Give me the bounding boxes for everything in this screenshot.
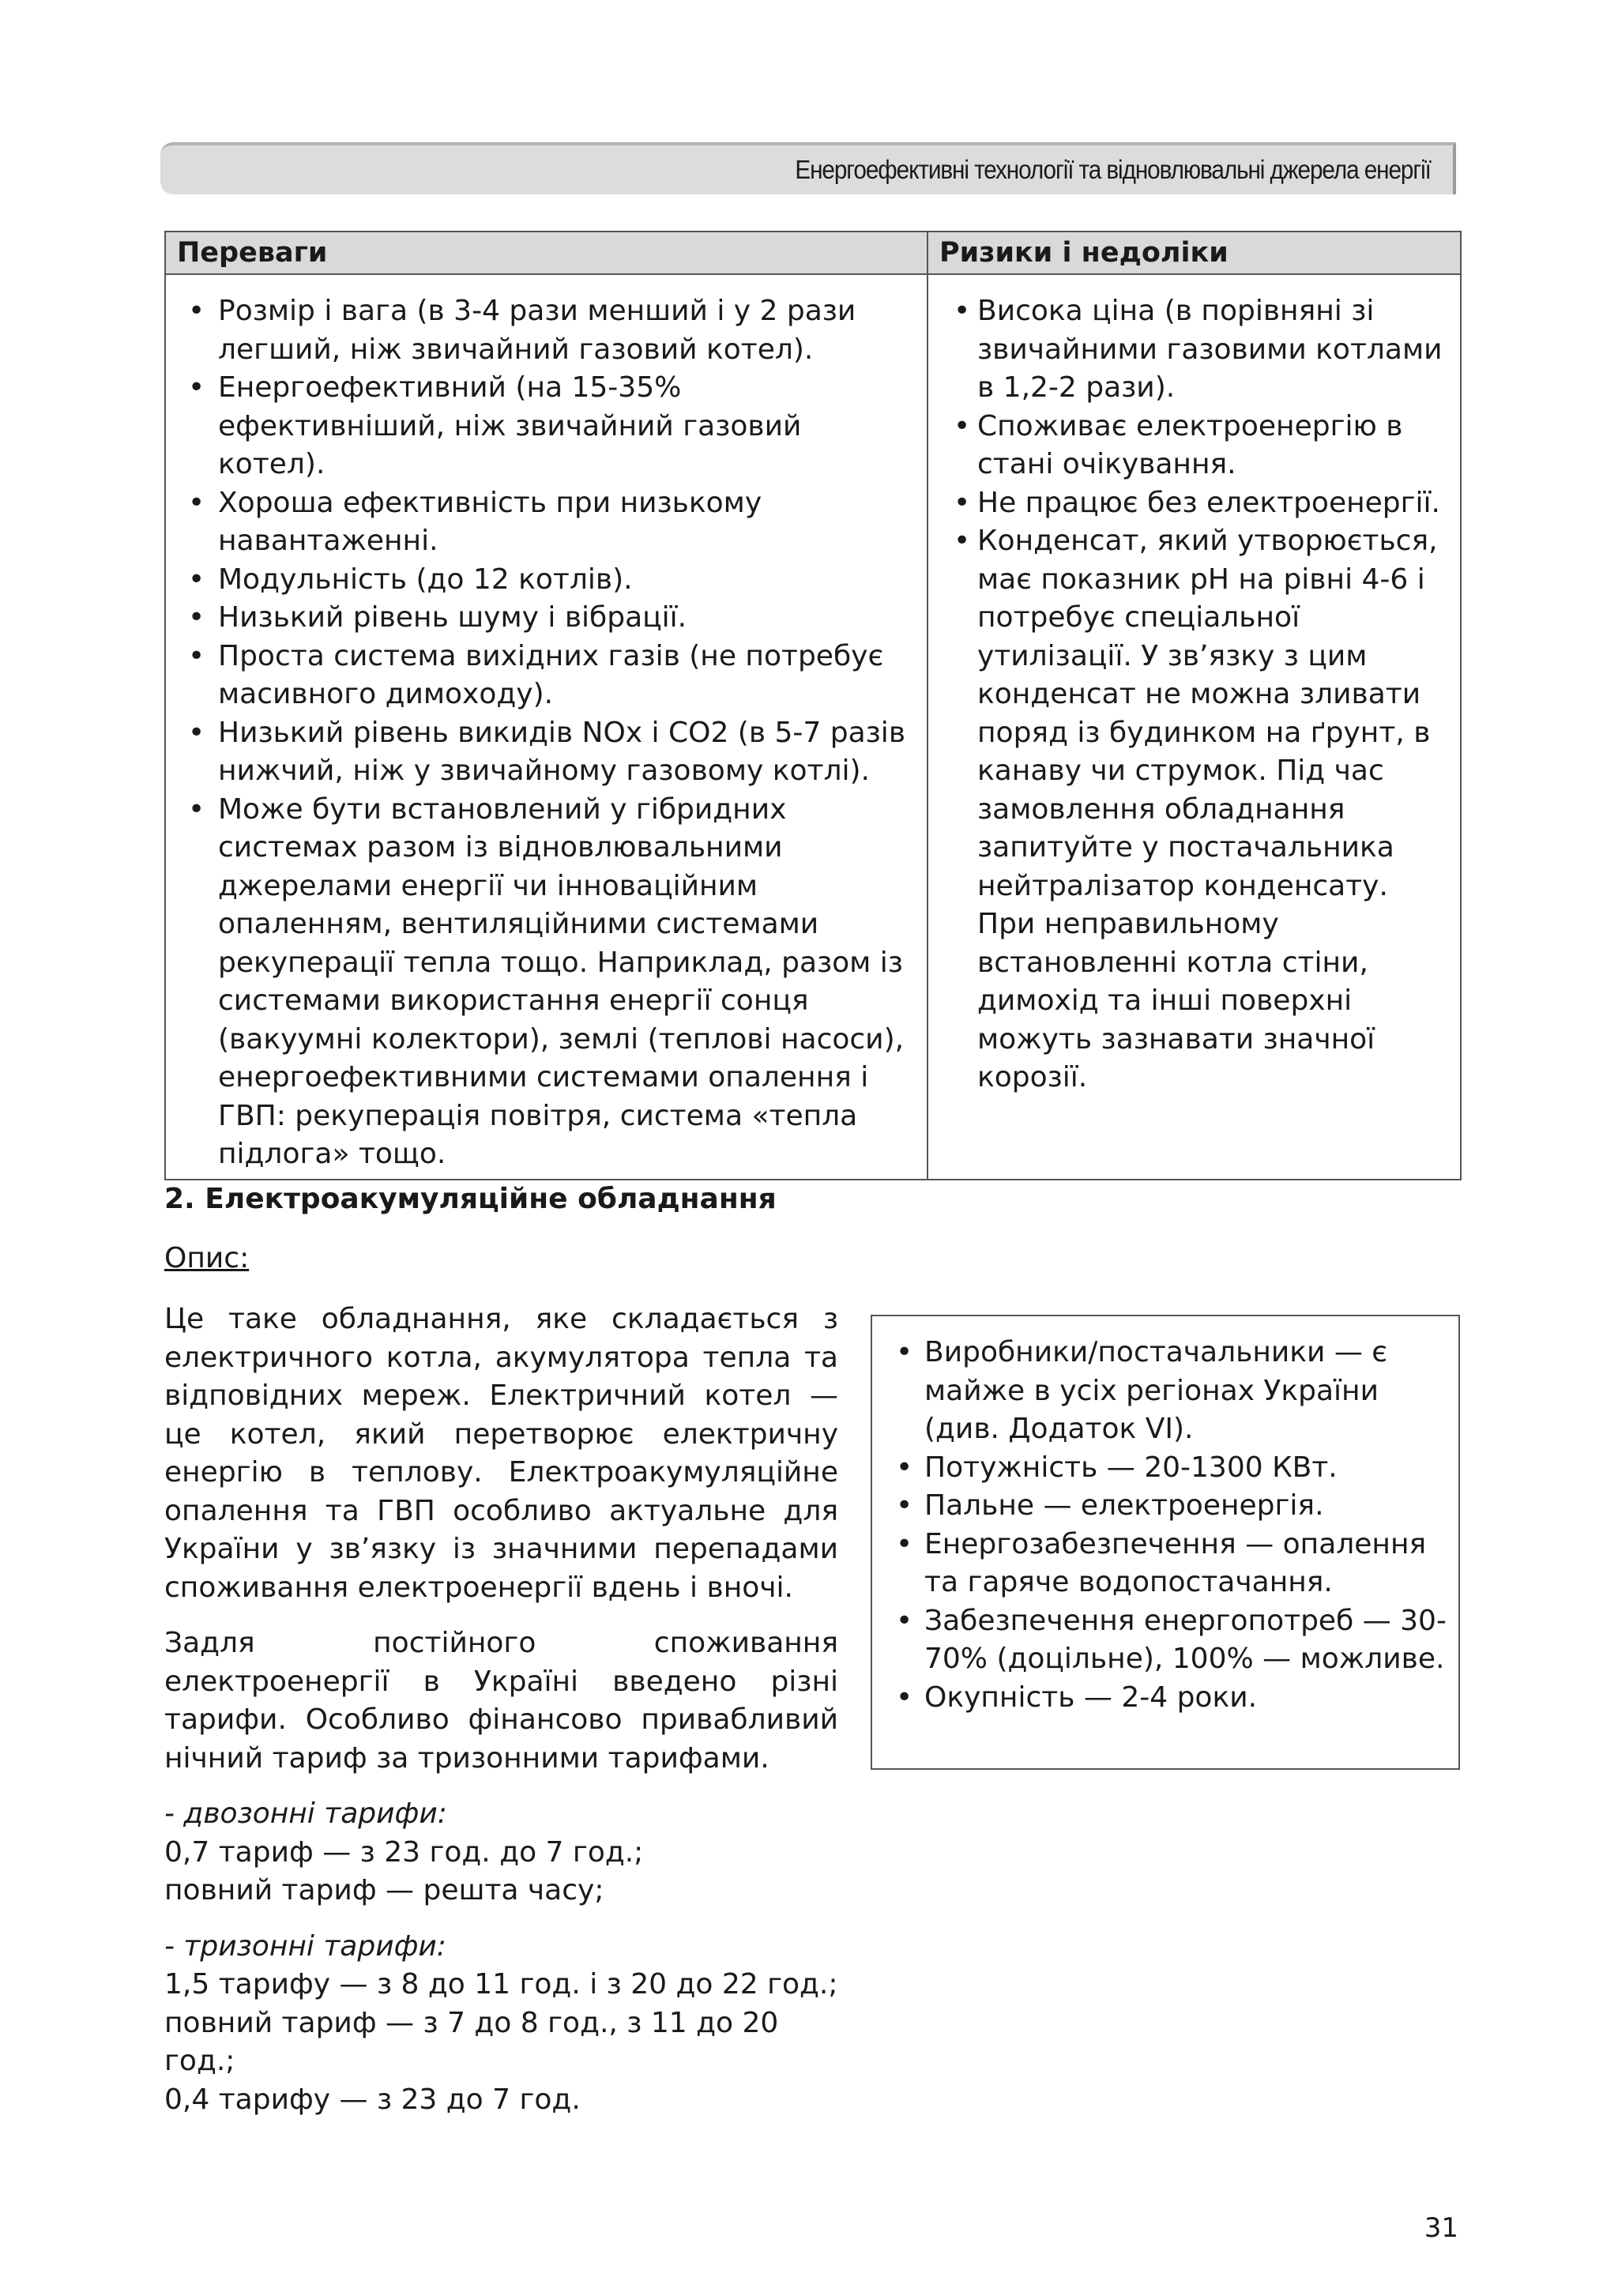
pros-item: • Низький рівень викидів NOx і CO2 (в 5-7 разів нижчий, ніж у звичайному газовому котлі). (177, 714, 916, 791)
tariff-line: 1,5 тарифу — з 8 до 11 год. і з 20 до 22 год.; (164, 1968, 838, 2001)
pros-item: • Хороша ефективність при низькому навантаженні. (177, 484, 916, 561)
fact-item: • Забезпечення енергопотреб — 30-70% (доцільне), 100% — можливе. (872, 1602, 1447, 1679)
two-zone-title: - двозонні тарифи: (164, 1797, 447, 1830)
paragraph-intro: Це таке обладнання, яке складається з електричного котла, акумулятора тепла та відповідних мереж. Електричний котел — це котел, який перетворює електричну енергію в теплову. Електроакумуляційне опалення та ГВП особливо актуальне для України у зв’язку із значними перепадами споживання електроенергії вдень і вночі. (164, 1303, 838, 1604)
description-label: Опис: (164, 1242, 250, 1274)
cons-item: • Висока ціна (в порівняні зі звичайними газовими котлами в 1,2-2 рази). (939, 292, 1449, 408)
key-facts-list (872, 1334, 1447, 1717)
pros-item: • Розмір і вага (в 3-4 рази менший і у 2 рази легший, ніж звичайний газовий котел). (177, 292, 916, 369)
cons-column-header: Ризики і недоліки (928, 231, 1461, 274)
running-header-title: Енергоефективні технології та відновлювальні джерела енергії (795, 155, 1431, 184)
cons-item: • Конденсат, який утворюється, має показник pH на рівні 4-6 і потребує спеціальної утилізації. У зв’язку з цим конденсат не можна зливати поряд із будинком на ґрунт, в канаву чи струмок. Під час замовлення обладнання запитуйте у постачальника нейтралізатор конденсату. При неправильному встановленні котла стіни, димохід та інші поверхні можуть зазнавати значної корозії. (939, 522, 1449, 1097)
pros-column-header: Переваги (165, 231, 928, 274)
running-header (160, 142, 1456, 194)
pros-item: • Модульність (до 12 котлів). (177, 561, 916, 600)
three-zone-title: - тризонні тарифи: (164, 1929, 446, 1963)
pros-cell (165, 274, 928, 1180)
fact-item: • Пальне — електроенергія. (872, 1487, 1447, 1526)
two-zone-tariffs (164, 1795, 838, 1910)
cons-item: • Споживає електроенергію в стані очікування. (939, 408, 1449, 484)
cons-cell (928, 274, 1461, 1180)
fact-item: • Потужність — 20-1300 КВт. (872, 1449, 1447, 1488)
three-zone-tariffs (164, 1928, 838, 2120)
section-title: 2. Електроакумуляційне обладнання (164, 1183, 777, 1215)
fact-item: • Виробники/постачальники — є майже в усіх регіонах України (див. Додаток VI). (872, 1334, 1447, 1449)
page-number: 31 (1424, 2212, 1458, 2244)
pros-item: • Енергоефективний (на 15-35% ефективніший, ніж звичайний газовий котел). (177, 369, 916, 484)
paragraph-tariffs: Задля постійного споживання електроенергії в Україні введено різні тарифи. Особливо фінансово привабливий нічний тариф за тризонними тарифами. (164, 1627, 838, 1775)
tariff-line: 0,7 тариф — з 23 год. до 7 год.; (164, 1835, 644, 1869)
pros-cons-table (164, 231, 1462, 1180)
pros-list (177, 292, 916, 1174)
cons-list (939, 292, 1449, 1097)
cons-item: • Не працює без електроенергії. (939, 484, 1449, 523)
pros-item: • Проста система вихідних газів (не потребує масивного димоходу). (177, 638, 916, 714)
key-facts-box (871, 1315, 1460, 1770)
tariff-line: повний тариф — решта часу; (164, 1874, 604, 1906)
fact-item: • Енергозабезпечення — опалення та гаряче водопостачання. (872, 1526, 1447, 1602)
pros-item: • Може бути встановлений у гібридних системах разом із відновлювальними джерелами енергії чи інноваційним опаленням, вентиляційними системами рекуперації тепла тощо. Наприклад, разом із системами використання енергії сонця (вакуумні колектори), землі (теплові насоси), енергоефективними системами опалення і ГВП: рекуперація повітря, система «тепла підлога» тощо. (177, 791, 916, 1174)
fact-item: • Окупність — 2-4 роки. (872, 1679, 1447, 1718)
tariff-line: 0,4 тарифу — з 23 до 7 год. (164, 2083, 581, 2116)
description-text (164, 1300, 838, 2136)
pros-item: • Низький рівень шуму і вібрації. (177, 599, 916, 638)
tariff-line: повний тариф — з 7 до 8 год., з 11 до 20 год.; (164, 2006, 779, 2077)
